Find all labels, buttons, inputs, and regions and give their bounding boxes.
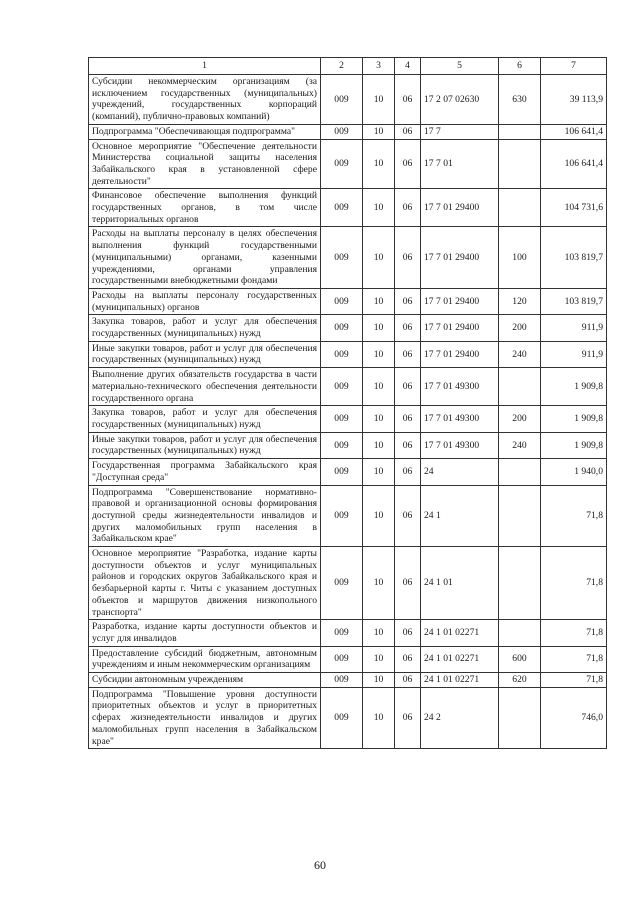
vr-code [499,547,541,620]
row-name: Иные закупки товаров, работ и услуг для обеспечения государственных (муниципальных) нужд [89,341,321,367]
pr-code: 06 [395,75,421,125]
rz-code: 10 [363,124,395,139]
pr-code: 06 [395,687,421,749]
table-row [89,620,607,646]
vr-code: 200 [499,315,541,341]
vr-code [499,124,541,139]
csr-code: 17 7 01 29400 [421,288,499,314]
csr-code: 17 7 [421,124,499,139]
budget-page [88,57,606,749]
row-name: Государственная программа Забайкальского края "Доступная среда" [89,459,321,485]
ved-code: 009 [321,75,363,125]
rz-code: 10 [363,687,395,749]
vr-code [499,368,541,406]
rz-code: 10 [363,288,395,314]
pr-code: 06 [395,673,421,688]
row-name: Закупка товаров, работ и услуг для обеспечения государственных (муниципальных) нужд [89,406,321,432]
csr-code: 24 1 01 02271 [421,646,499,672]
ved-code: 009 [321,139,363,189]
csr-code: 24 1 01 02271 [421,620,499,646]
ved-code: 009 [321,673,363,688]
vr-code: 620 [499,673,541,688]
ved-code: 009 [321,189,363,227]
row-name: Основное мероприятие "Обеспечение деятельности Министерства социальной защиты населения Забайкальского края в установленной сфере деятельности" [89,139,321,189]
vr-code: 600 [499,646,541,672]
vr-code [499,189,541,227]
rz-code: 10 [363,673,395,688]
vr-code: 240 [499,432,541,458]
ved-code: 009 [321,485,363,547]
vr-code: 120 [499,288,541,314]
csr-code: 24 1 01 02271 [421,673,499,688]
csr-code: 24 1 [421,485,499,547]
ved-code: 009 [321,620,363,646]
row-name: Подпрограмма "Повышение уровня доступности приоритетных объектов и услуг в приоритетных сферах жизнедеятельности инвалидов и других маломобильных групп населения в Забайкальском крае" [89,687,321,749]
pr-code: 06 [395,368,421,406]
csr-code: 17 7 01 49300 [421,432,499,458]
row-sum: 71,8 [541,620,607,646]
row-name: Подпрограмма "Совершенствование нормативно-правовой и организационной основы формирования доступной среды жизнедеятельности инвалидов и других маломобильных групп населения в Забайкальском крае" [89,485,321,547]
table-row [89,139,607,189]
row-sum: 103 819,7 [541,227,607,289]
ved-code: 009 [321,288,363,314]
table-row [89,459,607,485]
pr-code: 06 [395,646,421,672]
table-row [89,341,607,367]
pr-code: 06 [395,341,421,367]
row-name: Подпрограмма "Обеспечивающая подпрограмма" [89,124,321,139]
row-name: Финансовое обеспечение выполнения функций государственных органов, в том числе территориальных органов [89,189,321,227]
table-body [89,75,607,749]
vr-code [499,485,541,547]
row-name: Основное мероприятие "Разработка, издание карты доступности объектов и услуг муниципальных районов и городских округов Забайкальского края и безбарьерной карты г. Читы с указанием доступных объектов и маршрутов движения низкопольного транспорта" [89,547,321,620]
table-row [89,189,607,227]
row-name: Разработка, издание карты доступности объектов и услуг для инвалидов [89,620,321,646]
row-sum: 106 641,4 [541,139,607,189]
ved-code: 009 [321,368,363,406]
ved-code: 009 [321,406,363,432]
row-name: Выполнение других обязательств государства в части материально-технического обеспечения деятельности государственного органа [89,368,321,406]
row-name: Расходы на выплаты персоналу государственных (муниципальных) органов [89,288,321,314]
page-number: 60 [314,858,326,872]
column-number-row [89,58,607,75]
vr-code [499,687,541,749]
row-sum: 1 909,8 [541,432,607,458]
row-sum: 911,9 [541,315,607,341]
row-sum: 104 731,6 [541,189,607,227]
table-row [89,406,607,432]
row-name: Субсидии автономным учреждениям [89,673,321,688]
row-sum: 103 819,7 [541,288,607,314]
csr-code: 17 7 01 49300 [421,368,499,406]
table-row [89,315,607,341]
csr-code: 17 7 01 [421,139,499,189]
row-sum: 106 641,4 [541,124,607,139]
row-sum: 71,8 [541,547,607,620]
pr-code: 06 [395,485,421,547]
ved-code: 009 [321,432,363,458]
row-sum: 746,0 [541,687,607,749]
ved-code: 009 [321,547,363,620]
pr-code: 06 [395,432,421,458]
column-header-1: 1 [89,58,321,75]
vr-code [499,139,541,189]
column-header-2: 2 [321,58,363,75]
rz-code: 10 [363,75,395,125]
pr-code: 06 [395,288,421,314]
pr-code: 06 [395,139,421,189]
csr-code: 24 1 01 [421,547,499,620]
rz-code: 10 [363,620,395,646]
pr-code: 06 [395,227,421,289]
row-sum: 71,8 [541,646,607,672]
pr-code: 06 [395,124,421,139]
pr-code: 06 [395,315,421,341]
rz-code: 10 [363,406,395,432]
rz-code: 10 [363,227,395,289]
row-sum: 1 909,8 [541,368,607,406]
csr-code: 17 7 01 29400 [421,315,499,341]
table-row [89,432,607,458]
vr-code: 200 [499,406,541,432]
csr-code: 17 7 01 49300 [421,406,499,432]
ved-code: 009 [321,646,363,672]
vr-code [499,459,541,485]
rz-code: 10 [363,646,395,672]
row-name: Предоставление субсидий бюджетным, автономным учреждениям и иным некоммерческим организациям [89,646,321,672]
table-row [89,227,607,289]
column-header-6: 6 [499,58,541,75]
ved-code: 009 [321,227,363,289]
rz-code: 10 [363,547,395,620]
table-row [89,485,607,547]
rz-code: 10 [363,139,395,189]
csr-code: 17 2 07 02630 [421,75,499,125]
csr-code: 17 7 01 29400 [421,189,499,227]
vr-code [499,620,541,646]
pr-code: 06 [395,406,421,432]
row-name: Расходы на выплаты персоналу в целях обеспечения выполнения функций государственными (муниципальными) органами, казенными учреждениями, органами управления государственными внебюджетными фондами [89,227,321,289]
rz-code: 10 [363,315,395,341]
csr-code: 17 7 01 29400 [421,341,499,367]
row-name: Иные закупки товаров, работ и услуг для обеспечения государственных (муниципальных) нужд [89,432,321,458]
table-row [89,288,607,314]
ved-code: 009 [321,687,363,749]
ved-code: 009 [321,341,363,367]
row-sum: 1 940,0 [541,459,607,485]
budget-table [88,57,607,749]
row-sum: 1 909,8 [541,406,607,432]
row-name: Закупка товаров, работ и услуг для обеспечения государственных (муниципальных) нужд [89,315,321,341]
table-row [89,75,607,125]
table-row [89,124,607,139]
ved-code: 009 [321,124,363,139]
vr-code: 630 [499,75,541,125]
table-row [89,673,607,688]
vr-code: 100 [499,227,541,289]
column-header-3: 3 [363,58,395,75]
pr-code: 06 [395,547,421,620]
column-header-4: 4 [395,58,421,75]
rz-code: 10 [363,189,395,227]
ved-code: 009 [321,459,363,485]
rz-code: 10 [363,341,395,367]
row-sum: 39 113,9 [541,75,607,125]
pr-code: 06 [395,189,421,227]
table-row [89,646,607,672]
csr-code: 24 [421,459,499,485]
row-sum: 911,9 [541,341,607,367]
column-header-5: 5 [421,58,499,75]
row-sum: 71,8 [541,485,607,547]
row-name: Субсидии некоммерческим организациям (за исключением государственных (муниципальных) учреждений, государственных корпораций (компаний), публично-правовых компаний) [89,75,321,125]
table-row [89,547,607,620]
vr-code: 240 [499,341,541,367]
rz-code: 10 [363,485,395,547]
ved-code: 009 [321,315,363,341]
pr-code: 06 [395,459,421,485]
rz-code: 10 [363,432,395,458]
rz-code: 10 [363,368,395,406]
rz-code: 10 [363,459,395,485]
csr-code: 24 2 [421,687,499,749]
pr-code: 06 [395,620,421,646]
table-row [89,368,607,406]
row-sum: 71,8 [541,673,607,688]
column-header-7: 7 [541,58,607,75]
table-row [89,687,607,749]
csr-code: 17 7 01 29400 [421,227,499,289]
